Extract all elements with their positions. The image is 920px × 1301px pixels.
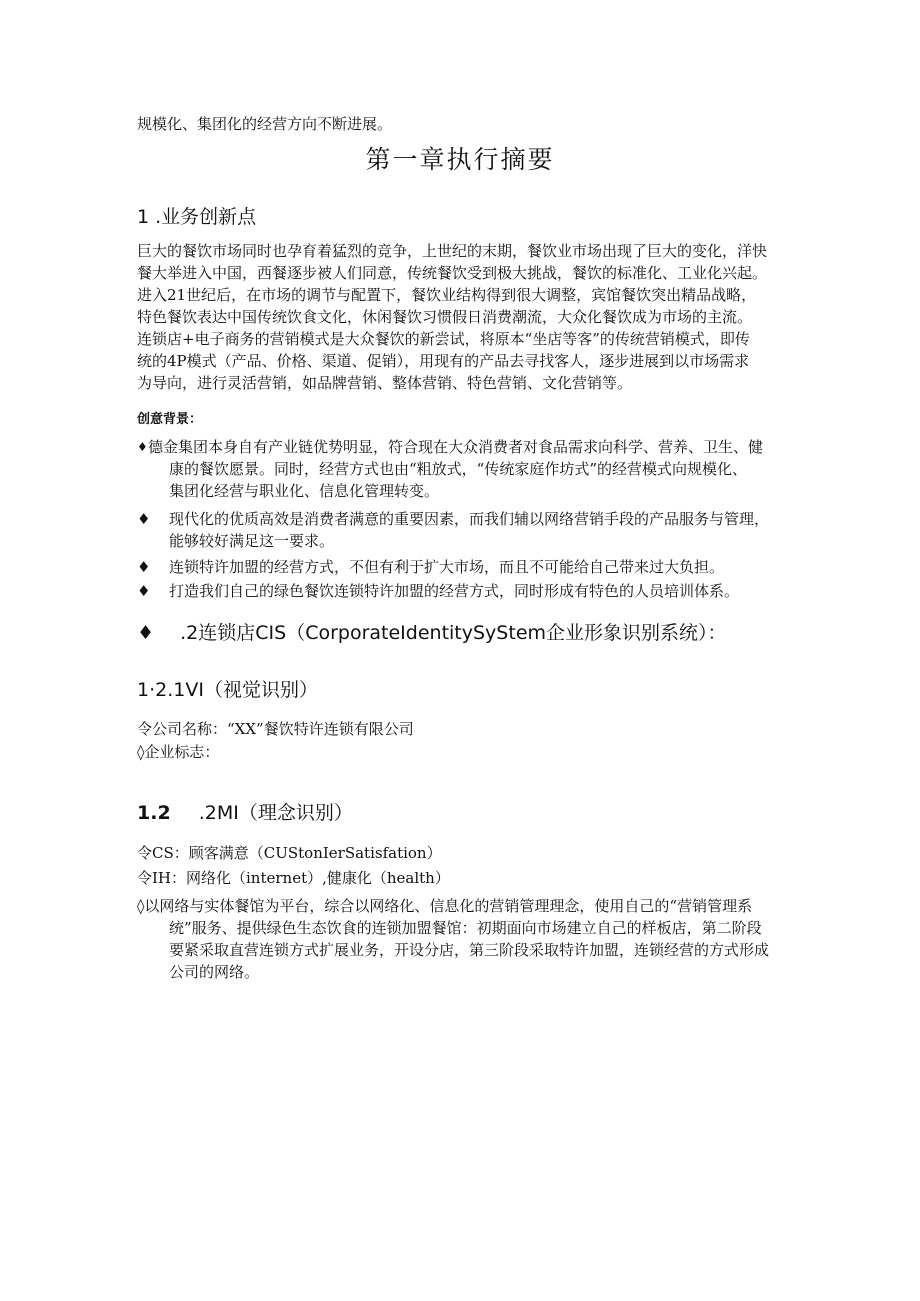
- bullet-item: [137, 436, 797, 502]
- section-heading-cis: [137, 620, 727, 646]
- bullet-line: 打造我们自己的绿色餐饮连锁特许加盟的经营方式，同时形成有特色的人员培训体系。: [169, 582, 740, 600]
- section-heading-vi: 1·2.1VI（视觉识别）: [137, 679, 318, 701]
- diamond-bullet-icon: ♦: [137, 440, 148, 454]
- section-heading-mi: [137, 800, 353, 826]
- mi-heading-text: .2MI（理念识别）: [198, 802, 353, 824]
- ih-line: 令IH：网络化（internet）,健康化（health）: [137, 869, 450, 887]
- cs-line: 令CS：顾客满意（CUStonIerSatisfation）: [137, 844, 442, 862]
- mission-line: ◊以网络与实体餐馆为平台，综合以网络化、信息化的营销管理理念，使用自己的“营销管理系: [137, 897, 753, 915]
- cis-heading-text: .2连锁店CIS（CorporateIdentitySyStem企业形象识别系统）：: [180, 622, 727, 644]
- intro-line: 规模化、集团化的经营方向不断进展。: [137, 115, 393, 133]
- diamond-bullet-icon: ♦: [137, 622, 155, 644]
- paragraph-line: 统的4P模式（产品、价格、渠道、促销），用现有的产品去寻找客人，逐步进展到以市场需求: [137, 352, 750, 370]
- section-heading-innovation: 1 .业务创新点: [137, 206, 257, 228]
- paragraph-line: 特色餐饮表达中国传统饮食文化，休闲餐饮习惯假日消费潮流，大众化餐饮成为市场的主流。: [137, 308, 753, 326]
- mission-line: 统”服务、提供绿色生态饮食的连锁加盟餐馆：初期面向市场建立自己的样板店，第二阶段: [169, 919, 762, 937]
- mission-line: 要紧采取直营连锁方式扩展业务，开设分店，第三阶段采取特许加盟，连锁经营的方式形成: [169, 941, 770, 959]
- bullet-line: 康的餐饮愿景。同时，经营方式也由“粗放式，“传统家庭作坊式”的经营模式向规模化、: [169, 460, 748, 478]
- bullet-line: 现代化的优质高效是消费者满意的重要因素，而我们辅以网络营销手段的产品服务与管理，: [169, 510, 770, 528]
- bullet-line: 集团化经营与职业化、信息化管理转变。: [169, 482, 440, 500]
- company-name-line: 令公司名称：“XX”餐饮特许连锁有限公司: [137, 720, 414, 738]
- paragraph-line: 巨大的餐饮市场同时也孕育着猛烈的竞争，上世纪的末期，餐饮业市场出现了巨大的变化，洋快: [137, 242, 768, 260]
- paragraph-line: 餐大举进入中国，西餐逐步被人们同意，传统餐饮受到极大挑战，餐饮的标准化、工业化兴起。: [137, 264, 768, 282]
- mission-line: 公司的网络。: [169, 963, 260, 981]
- bullet-line: 德金集团本身自有产业链优势明显，符合现在大众消费者对食品需求向科学、营养、卫生、健: [148, 438, 764, 456]
- diamond-bullet-icon: ♦: [137, 510, 151, 528]
- chapter-title: 第一章执行摘要: [365, 145, 555, 174]
- bullet-line: 能够较好满足这一要求。: [169, 532, 335, 550]
- company-logo-line: ◊企业标志：: [137, 743, 220, 761]
- mi-heading-number: 1.2: [137, 802, 171, 824]
- paragraph-line: 连锁店+电子商务的营销模式是大众餐饮的新尝试，将原本“坐店等客”的传统营销模式，即传: [137, 330, 750, 348]
- bullet-item: [137, 556, 797, 578]
- paragraph-line: 进入21世纪后，在市场的调节与配置下，餐饮业结构得到很大调整，宾馆餐饮突出精品战略，: [137, 286, 757, 304]
- bullet-item: [137, 580, 797, 602]
- bullet-line: 连锁特许加盟的经营方式，不但有利于扩大市场，而且不可能给自己带来过大负担。: [169, 558, 725, 576]
- creative-background-label: 创意背景：: [137, 412, 203, 427]
- diamond-bullet-icon: ♦: [137, 582, 151, 600]
- diamond-bullet-icon: ♦: [137, 558, 151, 576]
- paragraph-line: 为导向，进行灵活营销，如品牌营销、整体营销、特色营销、文化营销等。: [137, 374, 633, 392]
- bullet-item: [137, 508, 797, 552]
- mission-paragraph: [137, 895, 797, 983]
- innovation-paragraph: [137, 240, 797, 394]
